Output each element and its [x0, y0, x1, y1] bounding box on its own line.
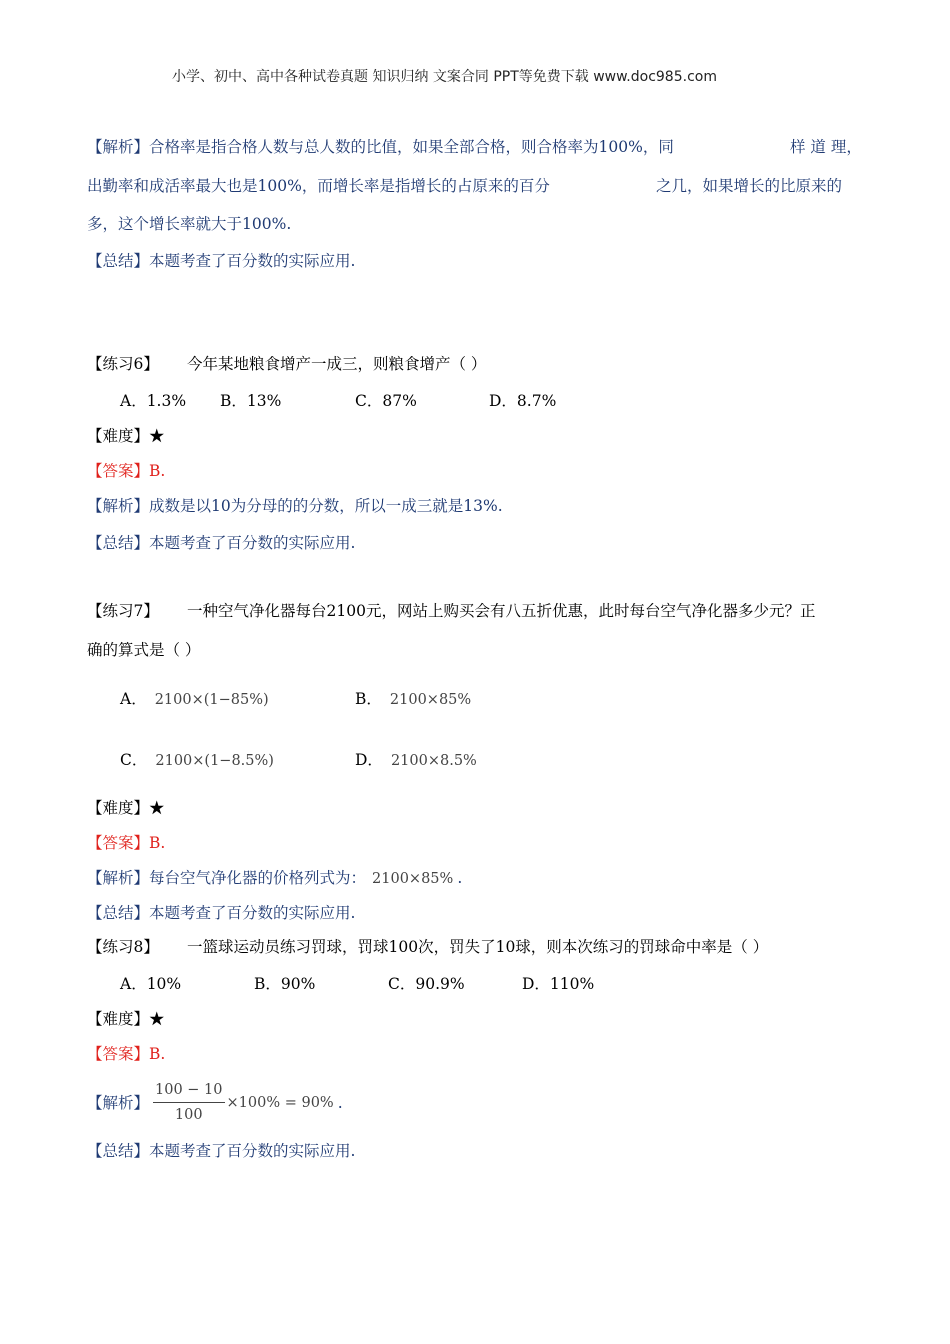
- difficulty-tag: 【难度】: [87, 1010, 150, 1028]
- option-c: [120, 750, 274, 771]
- option-b: B．13%: [220, 392, 282, 410]
- summary-tag: 【总结】: [87, 534, 150, 552]
- option-expression: 2100×85%: [389, 692, 472, 708]
- summary-tag: 【总结】: [87, 252, 150, 270]
- summary-line: [87, 1141, 355, 1161]
- summary-line: [87, 903, 355, 923]
- star-icon: ★: [149, 427, 165, 445]
- difficulty-tag: 【难度】: [87, 799, 150, 817]
- analysis-text: 样 道 理，: [790, 138, 862, 156]
- analysis-text: 合格率是指合格人数与总人数的比值，如果全部合格，则合格率为100%，同: [149, 138, 674, 156]
- summary-text: 本题考查了百分数的实际应用.: [149, 534, 356, 552]
- answer-value: B.: [149, 462, 166, 480]
- exercise-label: 【练习7】: [87, 602, 159, 620]
- answer-line: [87, 1044, 165, 1064]
- summary-line: [87, 251, 355, 271]
- analysis-line: [87, 868, 462, 889]
- difficulty-line: [87, 1009, 165, 1029]
- summary-text: 本题考查了百分数的实际应用.: [149, 252, 356, 270]
- fraction: [153, 1080, 225, 1125]
- exercise-label: 【练习8】: [87, 938, 159, 956]
- analysis-line: [87, 137, 674, 157]
- option-expression: 2100×8.5%: [390, 753, 477, 769]
- analysis-expression: 2100×85%: [372, 871, 454, 887]
- analysis-text: 之几，如果增长的比原来的: [656, 177, 843, 195]
- option-d: D．8.7%: [489, 392, 557, 410]
- summary-text: 本题考查了百分数的实际应用.: [149, 1142, 356, 1160]
- answer-tag: 【答案】: [87, 462, 150, 480]
- option-b: [355, 689, 471, 710]
- answer-line: [87, 833, 165, 853]
- exercise-label: 【练习6】: [87, 355, 159, 373]
- option-d: [355, 750, 477, 771]
- analysis-line: [87, 496, 503, 516]
- answer-line: [87, 461, 165, 481]
- analysis-period: .: [457, 869, 463, 887]
- option-letter: A．: [120, 690, 147, 708]
- analysis-tag: 【解析】: [87, 497, 150, 515]
- fraction-denominator: 100: [174, 1107, 203, 1123]
- answer-value: B.: [149, 1045, 166, 1063]
- analysis-text: 每台空气净化器的价格列式为：: [149, 869, 367, 887]
- analysis-tag: 【解析】: [87, 869, 150, 887]
- option-c: C．87%: [355, 392, 417, 410]
- option-a: A．1.3%: [120, 392, 187, 410]
- exercise-question: 一篮球运动员练习罚球，罚球100次，罚失了10球，则本次练习的罚球命中率是（ ）: [187, 938, 769, 956]
- analysis-text: 成数是以10为分母的的分数，所以一成三就是13%.: [149, 497, 503, 515]
- option-d: D．110%: [522, 975, 595, 993]
- exercise-question: 一种空气净化器每台2100元，网站上购买会有八五折优惠，此时每台空气净化器多少元？正: [187, 602, 816, 620]
- analysis-expression: ×100% = 90%: [226, 1094, 334, 1111]
- star-icon: ★: [149, 1010, 165, 1028]
- option-expression: 2100×(1−8.5%): [155, 753, 274, 769]
- analysis-text: 出勤率和成活率最大也是100%，而增长率是指增长的占原来的百分: [87, 177, 550, 195]
- answer-tag: 【答案】: [87, 1045, 150, 1063]
- option-b: B．90%: [254, 975, 316, 993]
- fraction-numerator: 100 − 10: [153, 1080, 225, 1103]
- difficulty-line: [87, 426, 165, 446]
- difficulty-line: [87, 798, 165, 818]
- answer-value: B.: [149, 834, 166, 852]
- exercise-question: 今年某地粮食增产一成三，则粮食增产（ ）: [187, 355, 487, 373]
- difficulty-tag: 【难度】: [87, 427, 150, 445]
- star-icon: ★: [149, 799, 165, 817]
- option-expression: 2100×(1−85%): [154, 692, 269, 708]
- analysis-period: .: [337, 1093, 343, 1112]
- analysis-tag: 【解析】: [87, 1093, 150, 1112]
- option-letter: B．: [355, 690, 382, 708]
- option-a: [120, 689, 269, 710]
- option-letter: D．: [355, 751, 383, 769]
- option-c: C．90.9%: [388, 975, 465, 993]
- option-letter: C．: [120, 751, 148, 769]
- summary-tag: 【总结】: [87, 904, 150, 922]
- analysis-tag: 【解析】: [87, 138, 150, 156]
- page-header: 小学、初中、高中各种试卷真题 知识归纳 文案合同 PPT等免费下载 www.doc985.com: [172, 69, 717, 85]
- answer-tag: 【答案】: [87, 834, 150, 852]
- analysis-text: 多，这个增长率就大于100%.: [87, 215, 292, 233]
- summary-text: 本题考查了百分数的实际应用.: [149, 904, 356, 922]
- summary-tag: 【总结】: [87, 1142, 150, 1160]
- exercise-question: 确的算式是（ ）: [87, 641, 201, 659]
- option-a: A．10%: [120, 975, 182, 993]
- summary-line: [87, 533, 355, 553]
- analysis-line: [87, 1080, 343, 1125]
